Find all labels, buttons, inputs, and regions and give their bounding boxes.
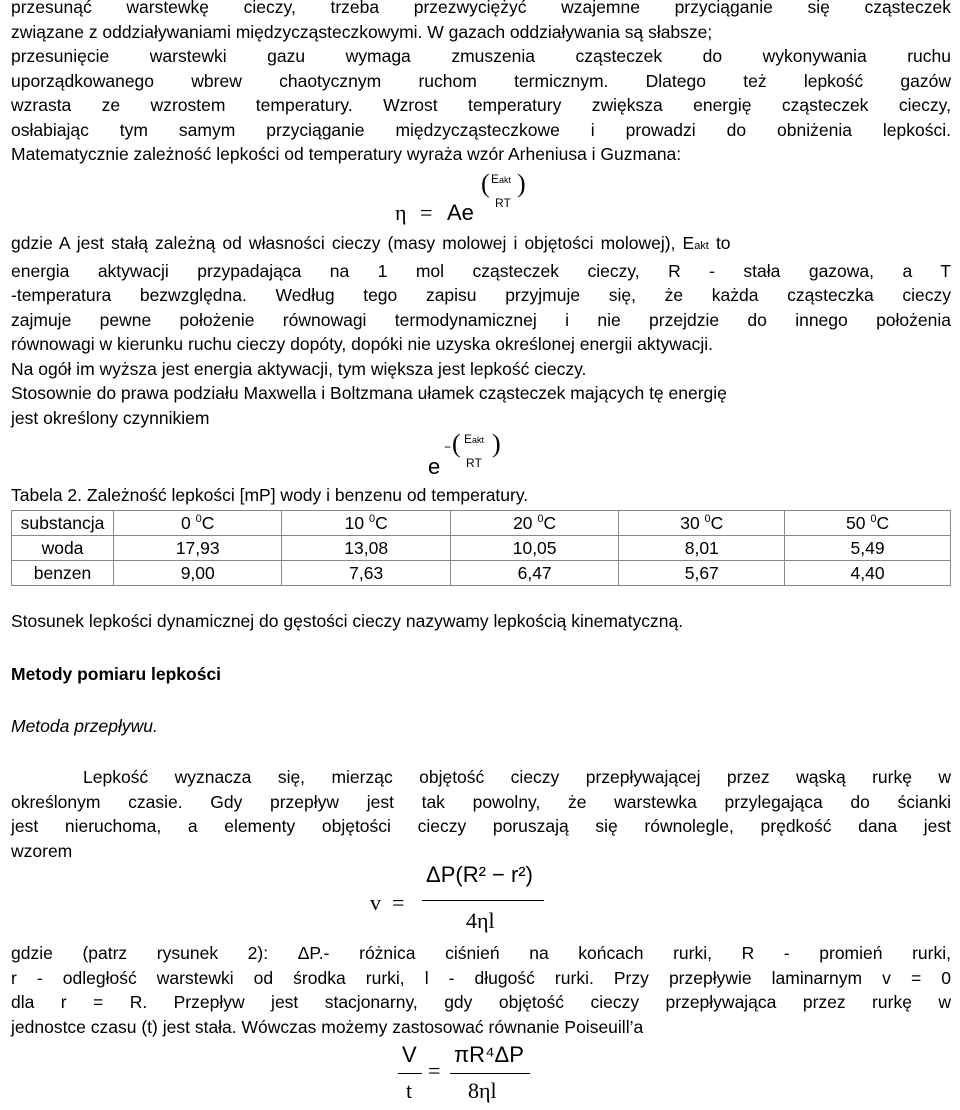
text-line: Stosownie do prawa podziału Maxwella i Boltzmana ułamek cząsteczek mających tę energię <box>11 383 727 403</box>
table-cell: 8,01 <box>619 536 785 561</box>
text-line: Na ogół im wyższa jest energia aktywacji, tym większa jest lepkość cieczy. <box>11 358 587 379</box>
table-cell: 7,63 <box>282 561 450 586</box>
paragraph-4 <box>11 941 951 1039</box>
subscript: akt <box>694 240 709 252</box>
eta-symbol: η <box>395 200 407 225</box>
table-header-cell: substancja <box>12 511 114 536</box>
numerator: ΔP(R² − r²) <box>426 862 533 887</box>
table-cell: 5,49 <box>785 536 951 561</box>
exp-subscript: akt <box>499 175 512 185</box>
velocity-formula <box>370 862 550 942</box>
text-line: jednostce czasu (t) jest stała. Wówczas możemy zastosować równanie Poiseuill’a <box>11 1016 644 1037</box>
fraction-bar <box>422 900 544 901</box>
base-term: Ae <box>447 200 474 225</box>
text-line: osłabiając tym samym przyciąganie międzycząsteczkowe i prowadzi do obniżenia lepkości. <box>11 119 951 140</box>
exp-denominator: RT <box>495 196 511 210</box>
table-header-row <box>12 511 951 536</box>
rhs-numerator: πR⁴ΔP <box>454 1042 524 1067</box>
lhs-numerator: V <box>402 1042 417 1067</box>
kinematic-viscosity-text: Stosunek lepkości dynamicznej do gęstości cieczy nazywamy lepkością kinematyczną. <box>11 611 684 631</box>
equals-sign: = <box>428 1058 441 1083</box>
text-line: zajmuje pewne położenie równowagi termodynamicznej i nie przejdzie do innego położenia <box>11 309 951 330</box>
lhs-fraction-bar <box>398 1073 422 1074</box>
lhs-denominator: t <box>406 1078 413 1103</box>
text-line: przesunięcie warstewki gazu wymaga zmuszenia cząsteczek do wykonywania ruchu <box>11 46 951 66</box>
table-header-cell: 50 $^0$C <box>785 511 951 536</box>
table-header-cell: 0 $^0$C <box>114 511 282 536</box>
paragraph-3 <box>11 765 951 863</box>
text-line: wzorem <box>11 840 73 861</box>
denominator: 4ηl <box>466 908 495 933</box>
table-cell: benzen <box>12 561 114 586</box>
poiseuille-formula <box>398 1042 558 1110</box>
exp-denominator: RT <box>466 456 482 470</box>
table-cell: 10,05 <box>450 536 618 561</box>
table-caption: Tabela 2. Zależność lepkości [mP] wody i benzenu od temperatury. <box>11 485 529 505</box>
text-line: jest określony czynnikiem <box>11 407 210 428</box>
text-line: przesunąć warstewkę cieczy, trzeba przezwyciężyć wzajemne przyciąganie się cząsteczek <box>11 0 951 17</box>
text-line: gdzie (patrz rysunek 2): ΔP.- różnica ciśnień na końcach rurki, R - promień rurki, <box>11 943 951 963</box>
text-line: równowagi w kierunku ruchu cieczy dopóty, dopóki nie uzyska określonej energii aktywacji. <box>11 334 713 354</box>
equals-sign: = <box>392 890 405 915</box>
exp-numerator: E <box>464 432 473 446</box>
table-cell: 17,93 <box>114 536 282 561</box>
arrhenius-formula: η = Ae ( Eakt RT ) <box>395 169 526 225</box>
table-cell: 9,00 <box>114 561 282 586</box>
rhs-fraction-bar <box>450 1073 530 1074</box>
minus-sign: − <box>444 440 452 454</box>
subsection-heading: Metoda przepływu. <box>11 716 158 736</box>
base-e: e <box>428 454 441 479</box>
table-cell: 13,08 <box>282 536 450 561</box>
exp-numerator: E <box>491 172 500 186</box>
text-line: dla r = R. Przepływ jest stacjonarny, gdy objętość cieczy przepływająca przez rurkę w <box>11 992 951 1012</box>
text-line: Matematycznie zależność lepkości od temperatury wyraża wzór Arheniusa i Guzmana: <box>11 144 682 164</box>
text-line: energia aktywacji przypadająca na 1 mol cząsteczek cieczy, R - stała gazowa, a T <box>11 260 951 281</box>
table-header-cell: 30 $^0$C <box>619 511 785 536</box>
equals-sign: = <box>420 200 433 225</box>
text-line: uporządkowanego wbrew chaotycznym ruchom termicznym. Dlatego też lepkość gazów <box>11 70 951 91</box>
text-line: r - odległość warstewki od środka rurki, l - długość rurki. Przy przepływie laminarnym v = 0 <box>11 967 951 988</box>
paragraph-1 <box>11 0 951 167</box>
table-cell: 4,40 <box>785 561 951 586</box>
viscosity-table <box>11 510 951 586</box>
section-heading: Metody pomiaru lepkości <box>11 664 222 684</box>
table-cell: woda <box>12 536 114 561</box>
text-line: gdzie A jest stałą zależną od własności cieczy (masy molowej i objętości molowej), Eakt to <box>11 233 731 253</box>
text-line: wzrasta ze wzrostem temperatury. Wzrost temperatury zwiększa energię cząsteczek cieczy, <box>11 95 951 115</box>
table-cell: 5,67 <box>619 561 785 586</box>
text-line: określonym czasie. Gdy przepływ jest tak powolny, że warstewka przylegająca do ścianki <box>11 791 951 812</box>
table-header-cell: 10 $^0$C <box>282 511 450 536</box>
v-symbol: v <box>370 890 381 915</box>
boltzmann-factor: e − ( Eakt RT ) <box>428 429 501 479</box>
text-line: jest nieruchoma, a elementy objętości cieczy poruszają się równolegle, prędkość dana jest <box>11 816 951 836</box>
text-line: Lepkość wyznacza się, mierząc objętość cieczy przepływającej przez wąską rurkę w <box>83 767 951 787</box>
exp-subscript: akt <box>472 435 485 445</box>
text-line: -temperatura bezwzględna. Według tego zapisu przyjmuje się, że każda cząsteczka cieczy <box>11 285 951 305</box>
rhs-denominator: 8ηl <box>468 1078 497 1103</box>
table-cell: 6,47 <box>450 561 618 586</box>
table-row <box>12 536 951 561</box>
text-line: związane z oddziaływaniami międzycząsteczkowymi. W gazach oddziaływania są słabsze; <box>11 21 713 42</box>
table-row <box>12 561 951 586</box>
table-header-cell: 20 $^0$C <box>450 511 618 536</box>
paragraph-2 <box>11 231 951 430</box>
